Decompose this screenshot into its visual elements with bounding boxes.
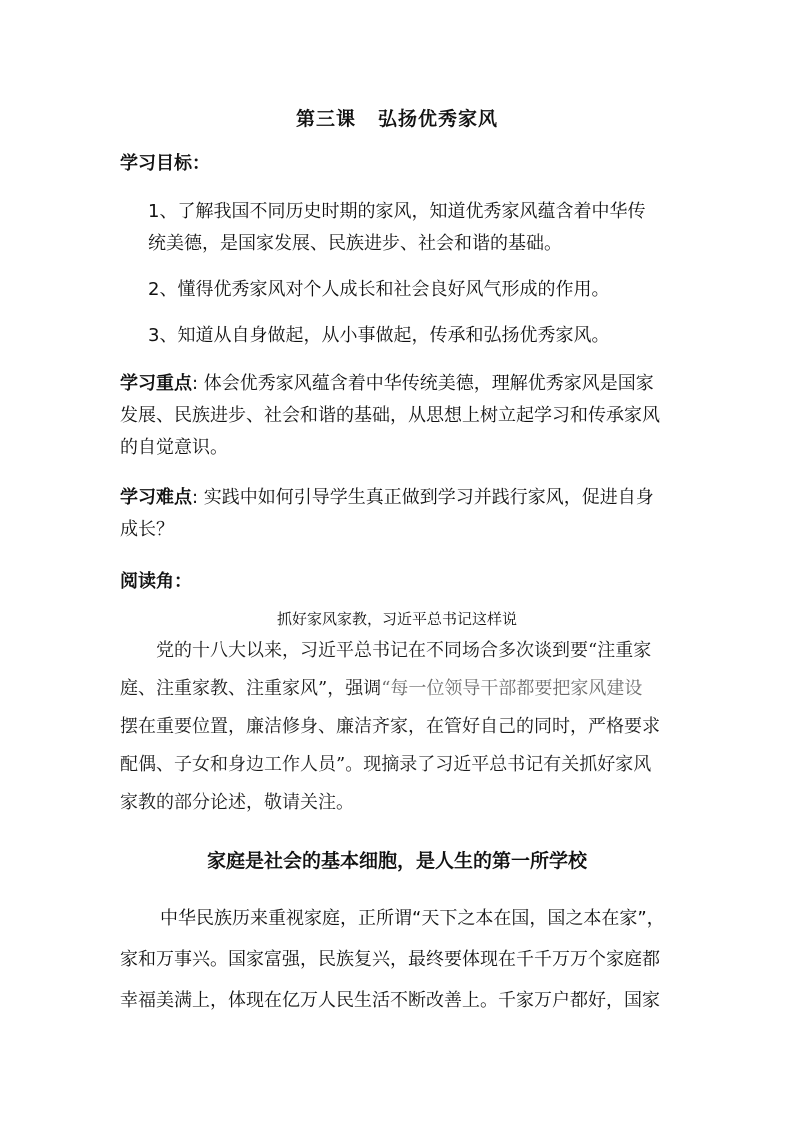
body-row: 中华民族历来重视家庭，正所谓“天下之本在国，国之本在家”， [160, 908, 665, 929]
reading-row: 家教的部分论述，敬请关注。 [120, 792, 354, 813]
key-points-label: 学习重点 [120, 373, 192, 394]
page-title [0, 104, 794, 131]
reading-row: 庭、注重家教、注重家风”，强调“每一位领导干部都要把家风建设 [120, 678, 643, 699]
reading-row: 摆在重要位置，廉洁修身、廉洁齐家，在管好自己的同时，严格要求 [120, 716, 660, 737]
goals-heading: 学习目标： [120, 153, 210, 174]
key-points-section [120, 368, 680, 464]
reading-passage [120, 634, 680, 824]
difficulties-line-1: : 实践中如何引导学生真正做到学习并践行家风，促进自身 [192, 487, 654, 508]
difficulties-label: 学习难点 [120, 487, 192, 508]
lesson-number: 第三课 [295, 108, 356, 130]
reading-heading: 阅读角： [120, 571, 192, 592]
reading-row: 配偶、子女和身边工作人员”。现摘录了习近平总书记有关抓好家风 [120, 754, 652, 775]
key-points-line-2: 发展、民族进步、社会和谐的基础，从思想上树立起学习和传承家风 [120, 405, 660, 426]
key-points-line-1: : 体会优秀家风蕴含着中华传统美德，理解优秀家风是国家 [192, 373, 654, 394]
key-points-line-3: 的自觉意识。 [120, 437, 228, 458]
difficulties-section [120, 482, 680, 546]
body-row: 幸福美满上，体现在亿万人民生活不断改善上。千家万户都好，国家 [120, 990, 660, 1011]
quote-text: “每一位领导干部都要把家风建设 [381, 678, 643, 699]
reading-row: 党的十八大以来，习近平总书记在不同场合多次谈到要“注重家 [156, 640, 652, 661]
difficulties-line-2: 成长？ [120, 519, 174, 540]
goal-item-1-line-1: 1、了解我国不同历史时期的家风，知道优秀家风蕴含着中华传 [148, 201, 646, 222]
section-body [120, 898, 680, 1021]
reading-subtitle: 抓好家风家教，习近平总书记这样说 [276, 610, 517, 628]
goal-item-1-line-2: 统美德，是国家发展、民族进步、社会和谐的基础。 [148, 233, 562, 254]
section-title: 家庭是社会的基本细胞，是人生的第一所学校 [206, 850, 587, 872]
goal-item-2: 2、懂得优秀家风对个人成长和社会良好风气形成的作用。 [148, 279, 610, 300]
body-row: 家和万事兴。国家富强，民族复兴，最终要体现在千千万万个家庭都 [120, 949, 660, 970]
goal-item-3: 3、知道从自身做起，从小事做起，传承和弘扬优秀家风。 [148, 325, 610, 346]
lesson-name: 弘扬优秀家风 [378, 108, 499, 130]
